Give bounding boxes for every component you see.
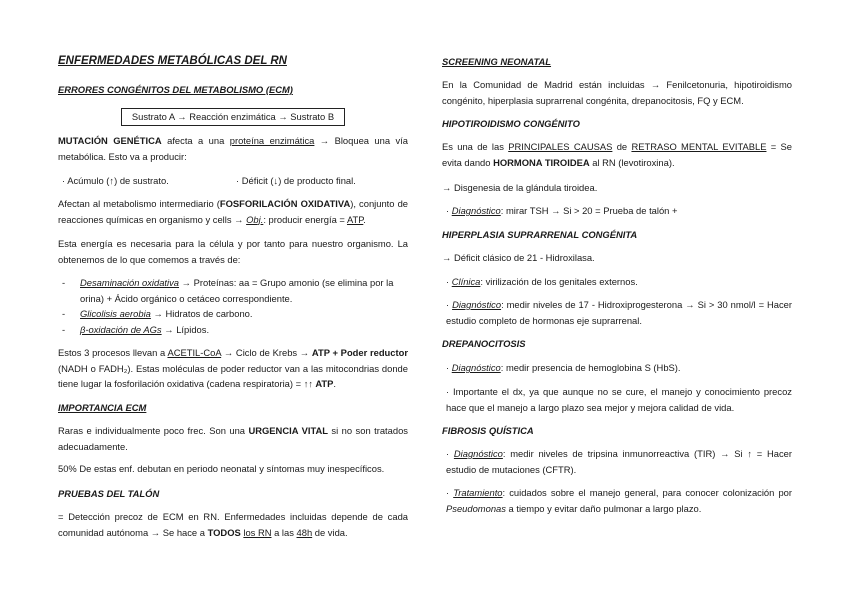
pathway-list bbox=[58, 275, 408, 337]
afectan-paragraph: Afectan al metabolismo intermediario (FOSFORILACIÓN OXIDATIVA), conjunto de reacciones químicas en organismo y cells → Obj.: producir energía = ATP. bbox=[58, 198, 409, 225]
drepanocitosis-heading: DREPANOCITOSIS bbox=[442, 338, 526, 349]
disgenesia-line: → Disgenesia de la glándula tiroidea. bbox=[442, 182, 598, 193]
pct-paragraph: 50% De estas enf. debutan en periodo neonatal y síntomas muy inespecíficos. bbox=[58, 463, 385, 474]
fq-tratamiento: · Tratamiento: cuidados sobre el manejo general, para conocer colonización por Pseudomonas a tiempo y evitar daño pulmonar a largo plazo. bbox=[446, 487, 792, 514]
hiper-diagnostico: · Diagnóstico: medir niveles de 17 - Hidroxiprogesterona → Si > 30 nmol/l = Hacer estudio completo de hormonas eje suprarrenal. bbox=[446, 299, 792, 326]
pruebas-heading: PRUEBAS DEL TALÓN bbox=[58, 488, 160, 499]
screening-paragraph: En la Comunidad de Madrid están incluidas → Fenilcetonuria, hipotiroidismo congénito, hiperplasia suprarrenal congénita, drepanocitosis, FQ y ECM. bbox=[442, 79, 792, 106]
hipotiroidismo-paragraph: Es una de las PRINCIPALES CAUSAS de RETRASO MENTAL EVITABLE = Se evita dando HORMONA TIROIDEA al RN (levotiroxina). bbox=[442, 141, 793, 168]
procesos-paragraph: Estos 3 procesos llevan a ACETIL-CoA → Ciclo de Krebs → ATP + Poder reductor (NADH o FADH₂). Estas moléculas de poder reductor van a las mitocondrias donde tiene lugar la fosforilación oxidativa (cadena respiratoria) = ↑↑ ATP. bbox=[58, 347, 408, 389]
fibrosis-heading: FIBROSIS QUÍSTICA bbox=[442, 425, 534, 436]
screening-heading: SCREENING NEONATAL bbox=[442, 56, 552, 67]
clinica-line: · Clínica: virilización de los genitales externos. bbox=[446, 276, 638, 287]
hipotiroidismo-heading: HIPOTIROIDISMO CONGÉNITO bbox=[442, 118, 580, 129]
reaction-box: Sustrato A → Reacción enzimática → Sustrato B bbox=[121, 108, 345, 126]
energia-paragraph: Esta energía es necesaria para la célula y por tanto para nuestro organismo. La obtenemos de lo que comemos a través de: bbox=[58, 238, 408, 265]
deficit21-line: → Déficit clásico de 21 - Hidroxilasa. bbox=[442, 252, 595, 263]
list-item: - Glicolisis aerobia → Hidratos de carbono. bbox=[62, 308, 253, 319]
list-item: - β-oxidación de AGs → Lípidos. bbox=[62, 323, 210, 335]
page-title: ENFERMEDADES METABÓLICAS DEL RN bbox=[58, 55, 287, 67]
deteccion-paragraph: = Detección precoz de ECM en RN. Enfermedades incluidas depende de cada comunidad autónoma → Se hace a TODOS los RN a las 48h de vida. bbox=[58, 511, 408, 538]
list-item: - Desaminación oxidativa → Proteínas: aa = Grupo amonio (se elimina por la orina) + Ácido orgánico o cetáceo correspondiente. bbox=[62, 277, 394, 304]
drep-importante: · Importante el dx, ya que aunque no se cure, el manejo y conocimiento precoz hace que el manejo a largo plazo sea mejor y mejora calidad de vida. bbox=[446, 386, 792, 413]
acumulo-item: · Acúmulo (↑) de sustrato. bbox=[62, 175, 169, 186]
raras-paragraph: Raras e individualmente poco frec. Son una URGENCIA VITAL si no son tratados adecuadamente. bbox=[58, 425, 408, 452]
ecm-subtitle: ERRORES CONGÉNITOS DEL METABOLISMO (ECM) bbox=[58, 84, 293, 95]
importancia-heading: IMPORTANCIA ECM bbox=[58, 402, 147, 413]
mutation-paragraph: MUTACIÓN GENÉTICA afecta a una proteína enzimática → Bloquea una vía metabólica. Esto va a producir: bbox=[58, 135, 408, 162]
deficit-item: · Déficit (↓) de producto final. bbox=[236, 175, 356, 186]
hipo-diagnostico: · Diagnóstico: mirar TSH → Si > 20 = Prueba de talón + bbox=[446, 205, 678, 216]
fq-diagnostico: · Diagnóstico: medir niveles de tripsina inmunorreactiva (TIR) → Si ↑ = Hacer estudio de mutaciones (CFTR). bbox=[446, 448, 793, 475]
hiperplasia-heading: HIPERPLASIA SUPRARRENAL CONGÉNITA bbox=[442, 229, 638, 240]
drep-diagnostico: · Diagnóstico: medir presencia de hemoglobina S (HbS). bbox=[446, 362, 681, 373]
